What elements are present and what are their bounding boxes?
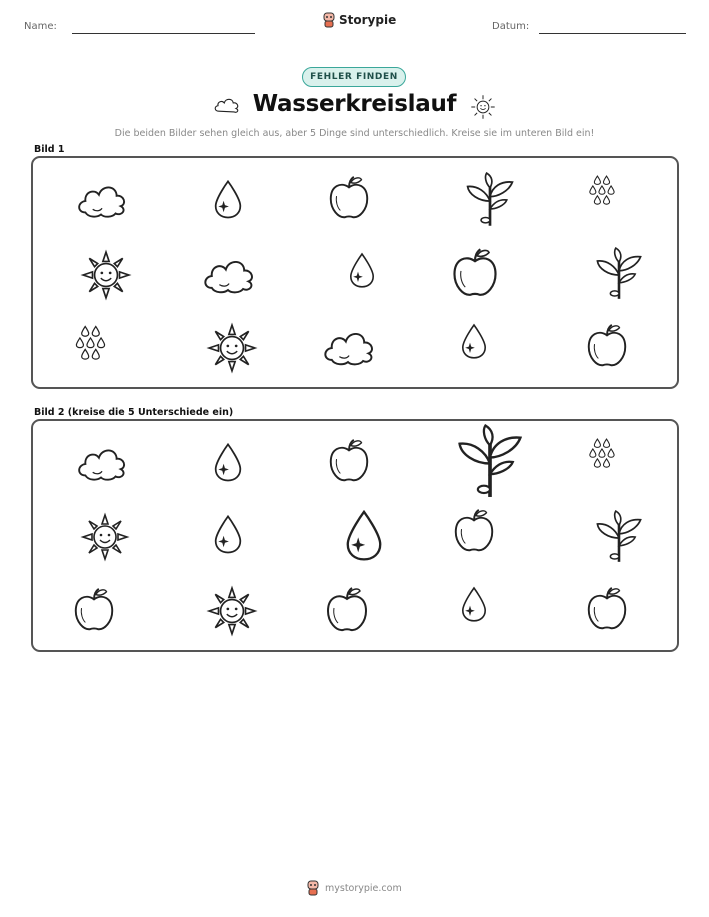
brand-logo — [322, 12, 396, 28]
category-badge: FEHLER FINDEN — [302, 67, 406, 87]
picture2-sun-icon[interactable] — [206, 585, 258, 637]
picture2-drop-icon[interactable] — [206, 440, 250, 484]
picture1-plant-icon — [592, 247, 646, 301]
picture2-drop-icon[interactable] — [335, 506, 393, 564]
picture2-sun-icon[interactable] — [80, 512, 130, 562]
name-field[interactable] — [72, 33, 255, 34]
picture2-drop-icon[interactable] — [454, 584, 494, 624]
instructions: Die beiden Bilder sehen gleich aus, aber 5 Dinge sind unterschiedlich. Kreise sie im unteren Bild ein! — [114, 128, 595, 139]
picture1-plant-icon — [462, 172, 518, 228]
picture2-cloud-icon[interactable] — [75, 438, 127, 490]
picture1-label: Bild 1 — [34, 144, 65, 155]
picture1-rain-icon — [72, 323, 116, 367]
mascot-icon — [322, 12, 336, 28]
picture2-apple-icon[interactable] — [450, 506, 498, 554]
picture1-drop-icon — [206, 177, 250, 221]
picture2-apple-icon[interactable] — [325, 436, 373, 484]
picture1-cloud-icon — [201, 249, 255, 303]
brand-name: Storypie — [339, 13, 397, 27]
footer-mascot-icon — [306, 880, 320, 896]
picture2-apple-icon[interactable] — [583, 584, 631, 632]
picture1-sun-icon — [206, 322, 258, 374]
picture2-plant-icon[interactable] — [452, 424, 528, 500]
picture1-apple-icon — [325, 173, 373, 221]
picture1-drop-icon — [342, 250, 382, 290]
picture2-rain-icon[interactable] — [586, 436, 624, 474]
picture2-drop-icon[interactable] — [206, 512, 250, 556]
picture1-apple-icon — [448, 245, 502, 299]
date-field[interactable] — [539, 33, 686, 34]
picture1-sun-icon — [80, 249, 132, 301]
name-label: Name: — [24, 21, 57, 32]
date-label: Datum: — [492, 21, 530, 32]
picture2-apple-icon[interactable] — [322, 584, 372, 634]
picture1-cloud-icon — [75, 175, 127, 227]
title-sun-icon — [470, 94, 496, 120]
picture1-rain-icon — [586, 173, 624, 211]
picture2-label: Bild 2 (kreise die 5 Unterschiede ein) — [34, 407, 234, 418]
picture2-plant-icon[interactable] — [592, 510, 646, 564]
picture1-drop-icon — [454, 321, 494, 361]
page-title: Wasserkreislauf — [252, 91, 457, 117]
footer-url: mystorypie.com — [325, 882, 402, 894]
picture1-apple-icon — [583, 321, 631, 369]
picture1-cloud-icon — [321, 321, 375, 375]
footer — [306, 880, 402, 896]
picture2-apple-icon[interactable] — [70, 585, 118, 633]
